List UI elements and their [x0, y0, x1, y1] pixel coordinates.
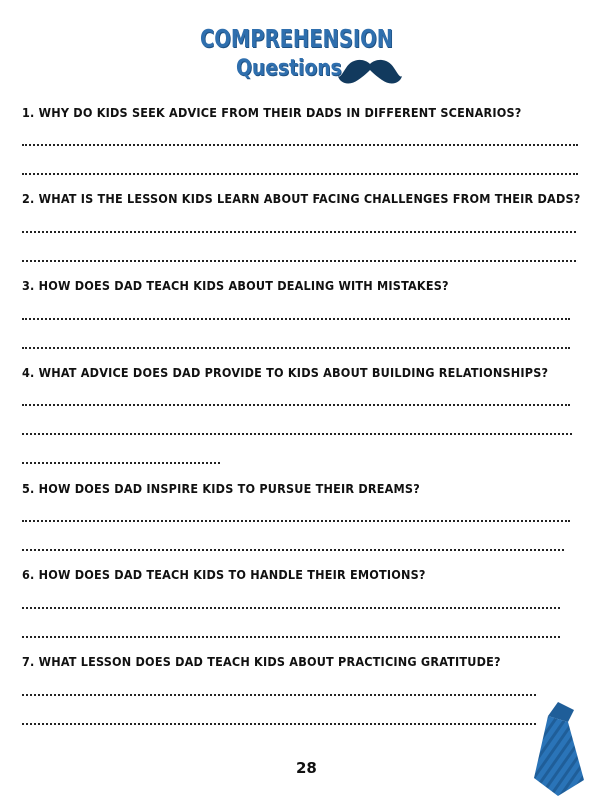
answer-line[interactable] [22, 314, 570, 320]
answer-line[interactable] [22, 256, 576, 262]
answer-line[interactable] [22, 400, 570, 406]
question-1: 1. WHY DO KIDS SEEK ADVICE FROM THEIR DADS IN DIFFERENT SCENARIOS? [22, 105, 522, 120]
answer-line[interactable] [22, 169, 578, 175]
answer-line[interactable] [22, 458, 220, 464]
necktie-icon [528, 700, 588, 796]
question-7: 7. WHAT LESSON DOES DAD TEACH KIDS ABOUT PRACTICING GRATITUDE? [22, 654, 501, 669]
page-header [0, 18, 612, 98]
title-questions: Questions [236, 56, 342, 81]
question-2: 2. WHAT IS THE LESSON KIDS LEARN ABOUT FACING CHALLENGES FROM THEIR DADS? [22, 191, 581, 206]
answer-line[interactable] [22, 632, 560, 638]
question-5: 5. HOW DOES DAD INSPIRE KIDS TO PURSUE THEIR DREAMS? [22, 481, 420, 496]
question-4: 4. WHAT ADVICE DOES DAD PROVIDE TO KIDS ABOUT BUILDING RELATIONSHIPS? [22, 365, 549, 380]
title-comprehension: COMPREHENSION [200, 24, 394, 53]
answer-line[interactable] [22, 516, 570, 522]
answer-line[interactable] [22, 343, 570, 349]
mustache-icon [338, 54, 402, 90]
answer-line[interactable] [22, 545, 564, 551]
answer-line[interactable] [22, 429, 572, 435]
answer-line[interactable] [22, 719, 536, 725]
question-6: 6. HOW DOES DAD TEACH KIDS TO HANDLE THEIR EMOTIONS? [22, 567, 426, 582]
page-number: 28 [296, 759, 317, 777]
answer-line[interactable] [22, 227, 576, 233]
answer-line[interactable] [22, 140, 578, 146]
answer-line[interactable] [22, 603, 560, 609]
answer-line[interactable] [22, 690, 536, 696]
question-3: 3. HOW DOES DAD TEACH KIDS ABOUT DEALING WITH MISTAKES? [22, 278, 449, 293]
